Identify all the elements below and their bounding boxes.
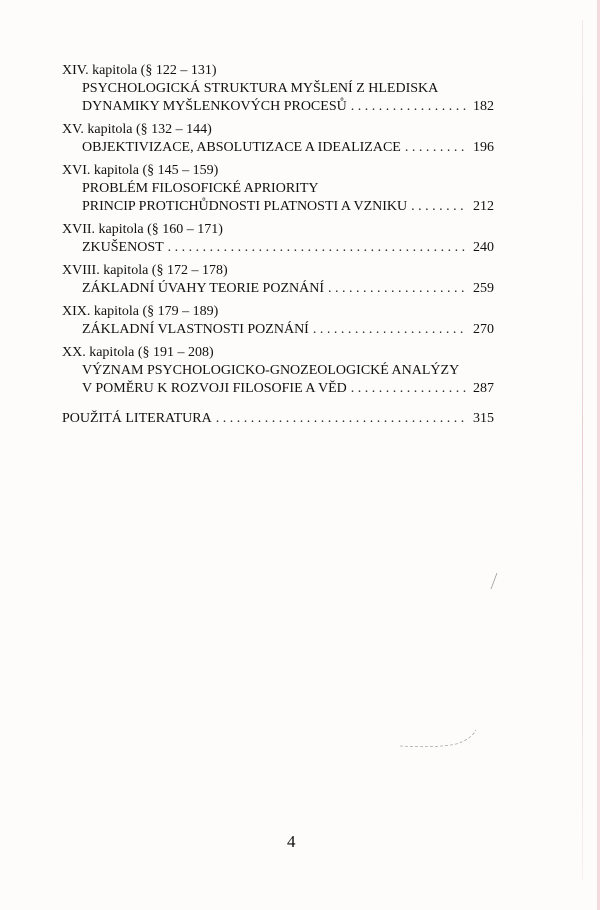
leader-dots [313,321,466,339]
chapter-title-entry [62,280,494,298]
page-ref: 315 [473,411,494,426]
chapter-heading: XIX. kapitola (§ 179 – 189) [62,304,219,319]
toc-literature-entry [62,410,494,428]
chapter-title: V POMĚRU K ROZVOJI FILOSOFIE A VĚD [82,381,347,396]
page-ref: 287 [473,381,494,396]
chapter-title-line: VÝZNAM PSYCHOLOGICKO-GNOZEOLOGICKÉ ANALÝZY [82,363,460,378]
toc-chapter-15 [62,121,494,157]
table-of-contents [62,62,494,428]
chapter-title-line: PROBLÉM FILOSOFICKÉ APRIORITY [82,181,319,196]
page-number: 4 [287,832,296,851]
toc-chapter-18 [62,262,494,298]
chapter-title: ZÁKLADNÍ ÚVAHY TEORIE POZNÁNÍ [82,281,324,296]
leader-dots [351,98,466,116]
chapter-heading: XIV. kapitola (§ 122 – 131) [62,63,217,78]
chapter-heading: XV. kapitola (§ 132 – 144) [62,122,212,137]
chapter-title: ZÁKLADNÍ VLASTNOSTI POZNÁNÍ [82,322,309,337]
chapter-title-entry [62,380,494,398]
pencil-mark [488,572,500,590]
chapter-title: PRINCIP PROTICHŮDNOSTI PLATNOSTI A VZNIKU [82,199,408,214]
toc-chapter-16 [62,162,494,216]
chapter-heading: XVIII. kapitola (§ 172 – 178) [62,263,228,278]
pencil-stroke [398,728,478,750]
chapter-heading: XVI. kapitola (§ 145 – 159) [62,163,219,178]
toc-chapter-17 [62,221,494,257]
chapter-title: OBJEKTIVIZACE, ABSOLUTIZACE A IDEALIZACE [82,140,401,155]
toc-chapter-14 [62,62,494,116]
page-ref: 212 [473,199,494,214]
chapter-title: ZKUŠENOST [82,240,164,255]
leader-dots [351,380,466,398]
leader-dots [168,239,466,257]
literature-title: POUŽITÁ LITERATURA [62,411,212,426]
leader-dots [328,280,466,298]
chapter-title: DYNAMIKY MYŠLENKOVÝCH PROCESŮ [82,99,347,114]
chapter-title-entry [62,98,494,116]
toc-chapter-19 [62,303,494,339]
chapter-heading: XVII. kapitola (§ 160 – 171) [62,222,223,237]
page-ref: 270 [473,322,494,337]
toc-chapter-20 [62,344,494,398]
chapter-title-entry [62,321,494,339]
leader-dots [216,410,466,428]
chapter-title-line: PSYCHOLOGICKÁ STRUKTURA MYŠLENÍ Z HLEDISKA [82,81,439,96]
page-edge-mark [582,20,583,880]
leader-dots [411,198,466,216]
chapter-title-entry [62,198,494,216]
leader-dots [405,139,466,157]
page-ref: 259 [473,281,494,296]
page-ref: 196 [473,140,494,155]
page-ref: 240 [473,240,494,255]
chapter-heading: XX. kapitola (§ 191 – 208) [62,345,214,360]
chapter-title-entry [62,139,494,157]
page-ref: 182 [473,99,494,114]
chapter-title-entry [62,239,494,257]
